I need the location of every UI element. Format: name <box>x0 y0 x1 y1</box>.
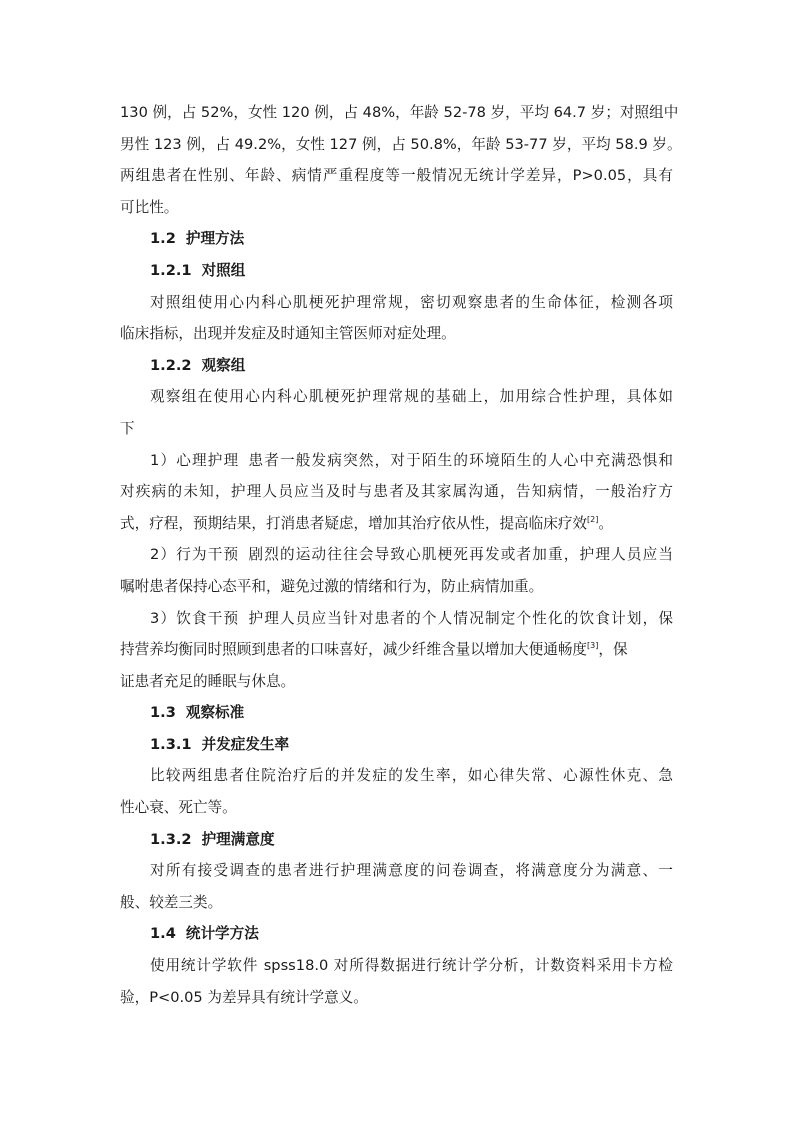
section-heading-1-3-2 <box>120 824 673 856</box>
paragraph-line: 130 例，占 52%，女性 120 例，占 48%，年龄 52-78 岁，平均 64.7 岁；对照组中 <box>120 104 679 121</box>
paragraph-text: 式，疗程，预期结果，打消患者疑虑，增加其治疗依从性，提高临床疗效 <box>120 514 588 532</box>
paragraph-line: 对照组使用心内科心肌梗死护理常规，密切观察患者的生命体征，检测各项 <box>150 293 673 311</box>
paragraph-text: 持营养均衡同时照顾到患者的口味喜好，减少纤维含量以增加大便通畅度 <box>120 641 588 659</box>
list-item-diet-intervention <box>120 603 673 635</box>
list-item-behavior-intervention <box>120 539 673 571</box>
section-title: 并发症发生率 <box>201 735 290 753</box>
paragraph-line: 临床指标，出现并发症及时通知主管医师对症处理。 <box>120 325 456 343</box>
paragraph-line: 证患者充足的睡眠与休息。 <box>120 672 296 690</box>
document-body <box>120 97 682 1013</box>
section-heading-1-2-1 <box>120 255 673 287</box>
section-number: 1.4 <box>150 925 176 943</box>
section-number: 1.2.1 <box>150 261 192 279</box>
list-item-psychological-care <box>120 445 673 477</box>
paragraph-line: 可比性。 <box>120 198 179 216</box>
section-number: 1.3.1 <box>150 735 192 753</box>
section-heading-1-3-1 <box>120 729 673 761</box>
paragraph-text: ，保 <box>598 641 628 659</box>
paragraph-line: 下 <box>120 419 135 437</box>
list-item-head: 2）行为干预 <box>150 546 240 564</box>
section-title: 观察组 <box>201 356 246 374</box>
section-number: 1.2 <box>150 230 176 248</box>
list-item-text: 护理人员应当针对患者的个人情况制定个性化的饮食计划，保 <box>247 609 673 627</box>
paragraph-text: 。 <box>598 514 613 532</box>
section-heading-1-3 <box>120 697 673 729</box>
paragraph-line: 观察组在使用心内科心肌梗死护理常规的基础上，加用综合性护理，具体如 <box>150 388 673 406</box>
list-item-text: 患者一般发病突然，对于陌生的环境陌生的人心中充满恐惧和 <box>247 451 673 469</box>
paragraph-line: 比较两组患者住院治疗后的并发症的发生率，如心律失常、心源性休克、急 <box>150 767 673 785</box>
citation-ref: [2] <box>587 514 599 524</box>
paragraph-line: 对所有接受调查的患者进行护理满意度的问卷调查，将满意度分为满意、一 <box>150 862 673 880</box>
section-number: 1.3 <box>150 704 176 722</box>
section-title: 观察标准 <box>185 704 245 722</box>
section-title: 统计学方法 <box>185 925 259 943</box>
paragraph-line: 使用统计学软件 spss18.0 对所得数据进行统计学分析，计数资料采用卡方检 <box>150 957 673 975</box>
section-heading-1-2-2 <box>120 350 673 382</box>
paragraph-line: 嘱咐患者保持心态平和，避免过激的情绪和行为，防止病情加重。 <box>120 577 544 595</box>
section-heading-1-2 <box>120 223 673 255</box>
paragraph-line: 对疾病的未知，护理人员应当及时与患者及其家属沟通，告知病情，一般治疗方 <box>120 483 673 501</box>
section-title: 护理方法 <box>185 230 245 248</box>
paragraph-line <box>120 634 673 666</box>
section-heading-1-4 <box>120 918 673 950</box>
paragraph-line: 般、较差三类。 <box>120 893 223 911</box>
list-item-head: 3）饮食干预 <box>150 609 240 627</box>
paragraph-line <box>120 508 673 540</box>
list-item-text: 剧烈的运动往往会导致心肌梗死再发或者加重，护理人员应当 <box>247 546 673 564</box>
section-title: 护理满意度 <box>201 830 275 848</box>
paragraph-line: 男性 123 例，占 49.2%，女性 127 例，占 50.8%，年龄 53-77 岁，平均 58.9 岁。 <box>120 135 682 153</box>
paragraph-line: 两组患者在性别、年龄、病情严重程度等一般情况无统计学差异，P>0.05，具有 <box>120 167 673 185</box>
section-number: 1.3.2 <box>150 830 192 848</box>
section-title: 对照组 <box>201 261 246 279</box>
citation-ref: [3] <box>587 641 599 651</box>
paragraph-line: 性心衰、死亡等。 <box>120 799 237 817</box>
paragraph-line: 验，P<0.05 为差异具有统计学意义。 <box>120 988 368 1006</box>
section-number: 1.2.2 <box>150 356 192 374</box>
list-item-head: 1）心理护理 <box>150 451 240 469</box>
